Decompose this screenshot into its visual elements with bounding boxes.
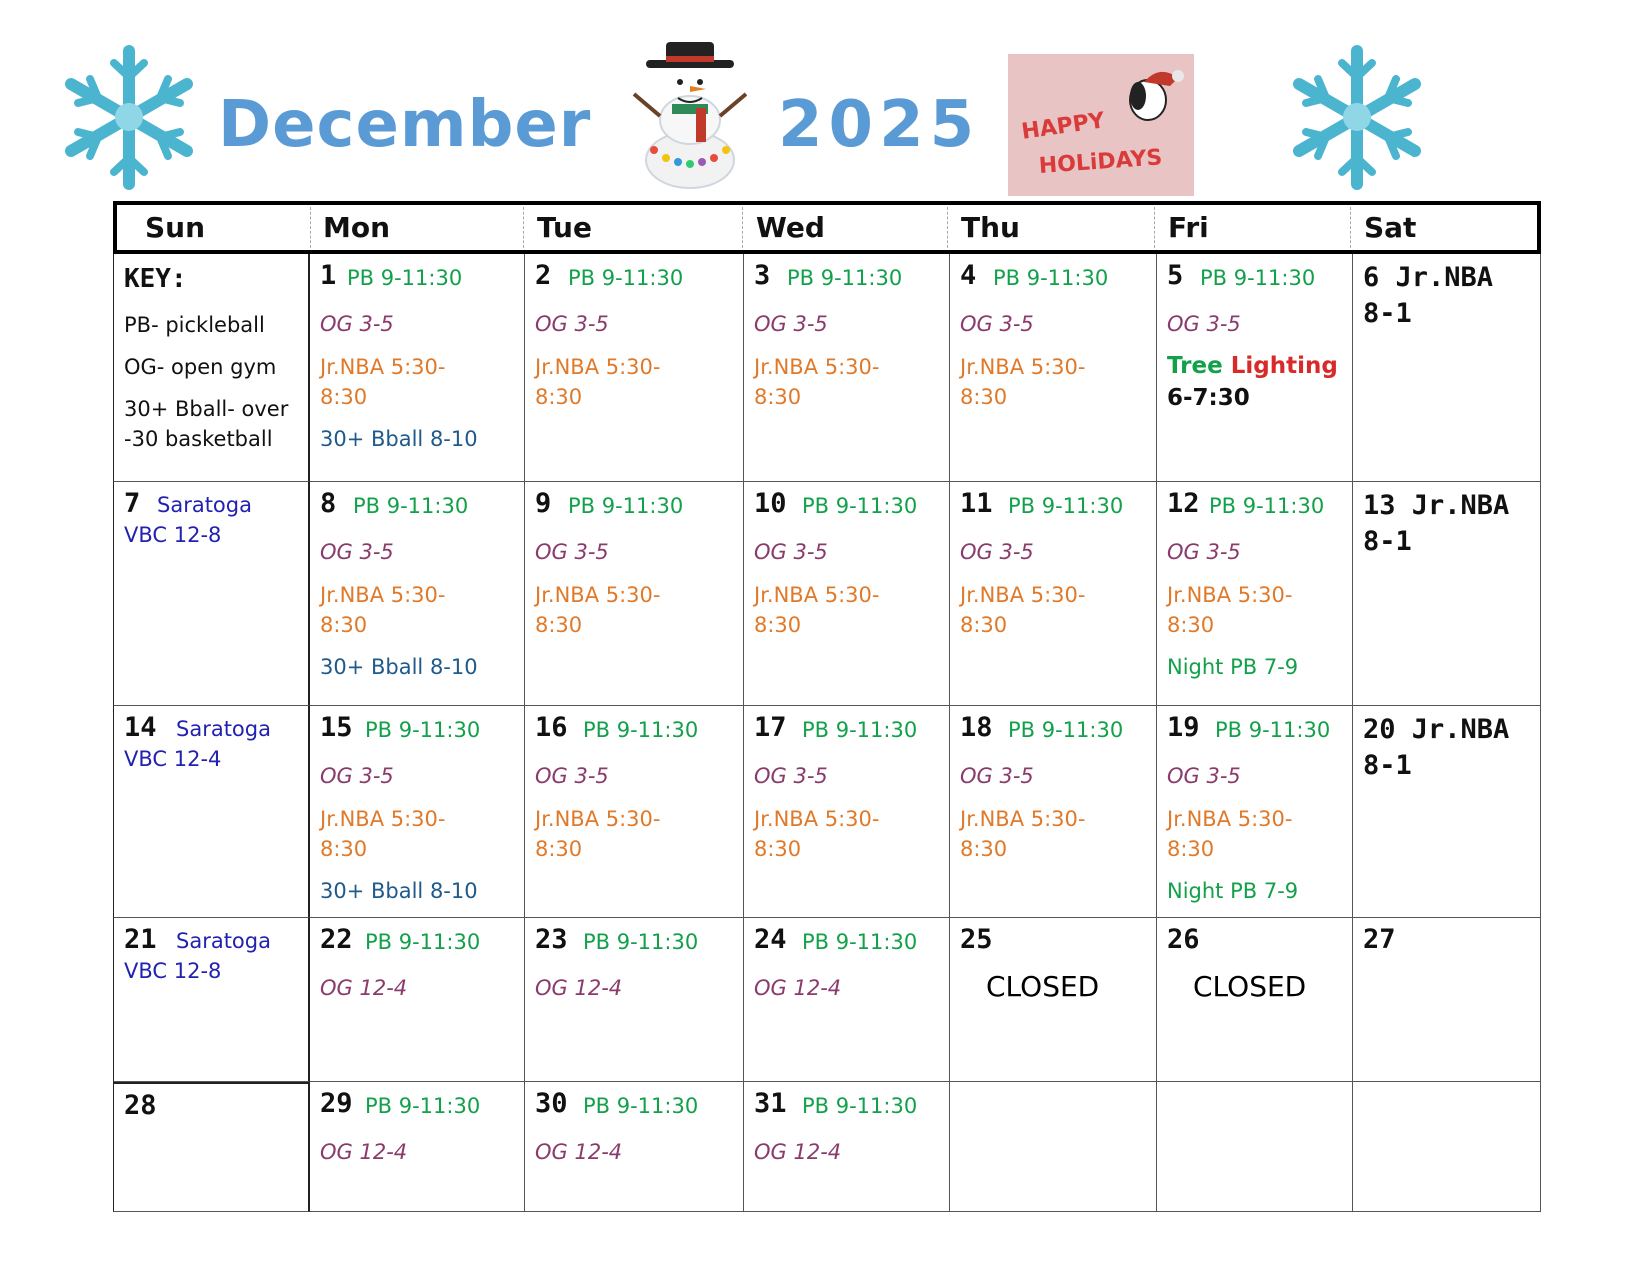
empty-day-cell	[950, 1082, 1157, 1212]
date-number: 12	[1167, 488, 1200, 519]
event-saratoga: Saratoga	[157, 493, 252, 517]
year-title: 2025	[778, 88, 981, 162]
date-number: 27	[1363, 924, 1396, 955]
event-pickleball: PB 9-11:30	[1008, 718, 1124, 742]
key-cell	[113, 254, 310, 482]
day-cell	[113, 918, 310, 1082]
date-number: 23	[535, 924, 568, 955]
event-jr-nba-end: 8:30	[535, 385, 583, 409]
event-jr-nba: Jr.NBA 5:30-	[754, 355, 880, 379]
key-title: KEY:	[124, 264, 187, 294]
date-number: 14	[124, 712, 157, 743]
happy-holidays-banner	[1008, 54, 1194, 196]
event-pickleball: PB 9-11:30	[365, 718, 481, 742]
event-pickleball: PB 9-11:30	[1215, 718, 1331, 742]
day-cell	[113, 482, 310, 706]
day-cell	[1157, 482, 1353, 706]
event-jr-nba-end: 8:30	[960, 613, 1008, 637]
event-night-pickleball: Night PB 7-9	[1167, 879, 1299, 903]
event-jr-nba-end: 8:30	[754, 837, 802, 861]
event-tree-lighting-time: 6-7:30	[1167, 385, 1250, 411]
event-30-bball: 30+ Bball 8-10	[320, 427, 478, 451]
weekday-thu: Thu	[961, 211, 1020, 244]
event-saratoga: Saratoga	[176, 929, 271, 953]
date-number: 2	[535, 260, 552, 291]
event-open-gym: OG 12-4	[754, 1140, 842, 1164]
weekday-wed: Wed	[756, 211, 825, 244]
event-open-gym: OG 3-5	[960, 764, 1034, 788]
event-open-gym: OG 3-5	[535, 312, 609, 336]
event-jr-nba: Jr.NBA 5:30-	[320, 807, 446, 831]
event-tree-lighting: Tree Lighting	[1167, 353, 1338, 379]
event-pickleball: PB 9-11:30	[353, 494, 469, 518]
event-jr-nba-end: 8:30	[754, 385, 802, 409]
event-pickleball: PB 9-11:30	[583, 1094, 699, 1118]
event-30-bball: 30+ Bball 8-10	[320, 879, 478, 903]
event-night-pickleball: Night PB 7-9	[1167, 655, 1299, 679]
event-jr-nba: Jr.NBA 5:30-	[754, 583, 880, 607]
event-jr-nba-end: 8:30	[1167, 837, 1215, 861]
snowflake-icon	[1290, 45, 1424, 190]
day-cell	[744, 706, 950, 918]
event-jr-nba: Jr.NBA 5:30-	[960, 807, 1086, 831]
snowman-icon	[630, 42, 750, 190]
event-pickleball: PB 9-11:30	[802, 718, 918, 742]
day-cell	[950, 482, 1157, 706]
event-open-gym: OG 12-4	[535, 976, 623, 1000]
event-open-gym: OG 3-5	[960, 540, 1034, 564]
key-line: 30+ Bball- over	[124, 397, 289, 421]
event-open-gym: OG 12-4	[320, 976, 408, 1000]
closed-label: CLOSED	[1193, 970, 1307, 1003]
event-pickleball: PB 9-11:30	[568, 494, 684, 518]
event-pickleball: PB 9-11:30	[993, 266, 1109, 290]
day-cell	[950, 706, 1157, 918]
date-number: 28	[124, 1090, 157, 1121]
event-jr-nba: Jr.NBA 5:30-	[535, 583, 661, 607]
date-number: 31	[754, 1088, 787, 1119]
date-number: 30	[535, 1088, 568, 1119]
day-cell	[1353, 482, 1541, 706]
day-cell	[113, 706, 310, 918]
event-pickleball: PB 9-11:30	[1200, 266, 1316, 290]
event-open-gym: OG 3-5	[320, 312, 394, 336]
event-jr-nba-end: 8:30	[320, 613, 368, 637]
date-number: 10	[754, 488, 787, 519]
event-open-gym: OG 12-4	[754, 976, 842, 1000]
event-open-gym: OG 3-5	[320, 764, 394, 788]
event-jr-nba: Jr.NBA 5:30-	[320, 355, 446, 379]
month-title: December	[218, 88, 592, 162]
day-cell	[525, 1082, 744, 1212]
day-cell	[950, 918, 1157, 1082]
day-cell	[744, 254, 950, 482]
event-jr-nba-end: 8:30	[754, 613, 802, 637]
event-pickleball: PB 9-11:30	[802, 1094, 918, 1118]
weekday-sat: Sat	[1364, 211, 1417, 244]
event-vbc: VBC 12-8	[124, 959, 222, 983]
empty-day-cell	[1353, 1082, 1541, 1212]
event-open-gym: OG 3-5	[754, 764, 828, 788]
day-cell	[310, 1082, 525, 1212]
day-cell	[1157, 254, 1353, 482]
day-cell	[744, 918, 950, 1082]
event-open-gym: OG 3-5	[320, 540, 394, 564]
date-number: 26	[1167, 924, 1200, 955]
snoopy-icon	[1104, 60, 1188, 130]
key-line: PB- pickleball	[124, 313, 265, 337]
day-cell	[950, 254, 1157, 482]
weekday-tue: Tue	[537, 211, 592, 244]
day-cell	[525, 482, 744, 706]
date-number: 19	[1167, 712, 1200, 743]
event-jr-nba: Jr.NBA 5:30-	[1167, 583, 1293, 607]
saturday-event: 13 Jr.NBA	[1363, 490, 1510, 521]
event-open-gym: OG 3-5	[960, 312, 1034, 336]
event-open-gym: OG 3-5	[1167, 540, 1241, 564]
event-open-gym: OG 12-4	[320, 1140, 408, 1164]
day-cell	[310, 482, 525, 706]
event-jr-nba: Jr.NBA 5:30-	[754, 807, 880, 831]
event-pickleball: PB 9-11:30	[1008, 494, 1124, 518]
closed-label: CLOSED	[986, 970, 1100, 1003]
date-number: 16	[535, 712, 568, 743]
event-pickleball: PB 9-11:30	[583, 718, 699, 742]
date-number: 5	[1167, 260, 1184, 291]
day-cell	[310, 706, 525, 918]
event-jr-nba-end: 8:30	[1167, 613, 1215, 637]
event-pickleball: PB 9-11:30	[365, 930, 481, 954]
event-jr-nba: Jr.NBA 5:30-	[1167, 807, 1293, 831]
date-number: 24	[754, 924, 787, 955]
weekday-mon: Mon	[323, 211, 391, 244]
day-cell	[310, 918, 525, 1082]
event-saratoga: Saratoga	[176, 717, 271, 741]
banner-text-holidays: HOLiDAYS	[1038, 145, 1164, 179]
event-pickleball: PB 9-11:30	[347, 266, 463, 290]
event-jr-nba-end: 8:30	[320, 837, 368, 861]
day-cell	[744, 1082, 950, 1212]
event-vbc: VBC 12-4	[124, 747, 222, 771]
empty-day-cell	[1157, 1082, 1353, 1212]
date-number: 7	[124, 488, 141, 519]
date-number: 17	[754, 712, 787, 743]
calendar-grid	[113, 254, 1541, 1212]
event-pickleball: PB 9-11:30	[802, 494, 918, 518]
event-open-gym: OG 3-5	[535, 540, 609, 564]
event-jr-nba: Jr.NBA 5:30-	[960, 355, 1086, 379]
date-number: 9	[535, 488, 552, 519]
date-number: 11	[960, 488, 993, 519]
saturday-event: 6 Jr.NBA	[1363, 262, 1494, 293]
date-number: 3	[754, 260, 771, 291]
day-cell	[525, 254, 744, 482]
date-number: 29	[320, 1088, 353, 1119]
date-number: 25	[960, 924, 993, 955]
banner-text-happy: HAPPY	[1020, 108, 1107, 145]
day-cell	[525, 706, 744, 918]
day-cell	[1157, 918, 1353, 1082]
event-open-gym: OG 3-5	[1167, 312, 1241, 336]
weekday-header-row	[113, 201, 1541, 254]
weekday-fri: Fri	[1168, 211, 1209, 244]
event-open-gym: OG 3-5	[754, 540, 828, 564]
event-jr-nba: Jr.NBA 5:30-	[535, 807, 661, 831]
saturday-event-time: 8-1	[1363, 298, 1412, 329]
date-number: 18	[960, 712, 993, 743]
event-pickleball: PB 9-11:30	[583, 930, 699, 954]
day-cell	[1353, 706, 1541, 918]
weekday-sun: Sun	[145, 211, 206, 244]
event-pickleball: PB 9-11:30	[365, 1094, 481, 1118]
date-number: 4	[960, 260, 977, 291]
saturday-event: 20 Jr.NBA	[1363, 714, 1510, 745]
event-jr-nba-end: 8:30	[960, 385, 1008, 409]
key-line: -30 basketball	[124, 427, 273, 451]
calendar-header	[0, 0, 1650, 205]
day-cell	[310, 254, 525, 482]
event-30-bball: 30+ Bball 8-10	[320, 655, 478, 679]
day-cell	[1353, 918, 1541, 1082]
event-jr-nba: Jr.NBA 5:30-	[320, 583, 446, 607]
event-pickleball: PB 9-11:30	[802, 930, 918, 954]
event-pickleball: PB 9-11:30	[1209, 494, 1325, 518]
date-number: 22	[320, 924, 353, 955]
event-open-gym: OG 3-5	[535, 764, 609, 788]
event-pickleball: PB 9-11:30	[787, 266, 903, 290]
event-pickleball: PB 9-11:30	[568, 266, 684, 290]
event-jr-nba: Jr.NBA 5:30-	[535, 355, 661, 379]
event-open-gym: OG 12-4	[535, 1140, 623, 1164]
saturday-event-time: 8-1	[1363, 750, 1412, 781]
event-vbc: VBC 12-8	[124, 523, 222, 547]
event-open-gym: OG 3-5	[1167, 764, 1241, 788]
event-jr-nba-end: 8:30	[535, 613, 583, 637]
date-number: 21	[124, 924, 157, 955]
day-cell	[744, 482, 950, 706]
event-jr-nba-end: 8:30	[960, 837, 1008, 861]
snowflake-icon	[62, 45, 196, 190]
day-cell	[113, 1082, 310, 1212]
key-line: OG- open gym	[124, 355, 277, 379]
date-number: 15	[320, 712, 353, 743]
date-number: 1	[320, 260, 337, 291]
event-jr-nba-end: 8:30	[535, 837, 583, 861]
day-cell	[1157, 706, 1353, 918]
date-number: 8	[320, 488, 337, 519]
saturday-event-time: 8-1	[1363, 526, 1412, 557]
day-cell	[525, 918, 744, 1082]
day-cell	[1353, 254, 1541, 482]
event-open-gym: OG 3-5	[754, 312, 828, 336]
event-jr-nba-end: 8:30	[320, 385, 368, 409]
event-jr-nba: Jr.NBA 5:30-	[960, 583, 1086, 607]
